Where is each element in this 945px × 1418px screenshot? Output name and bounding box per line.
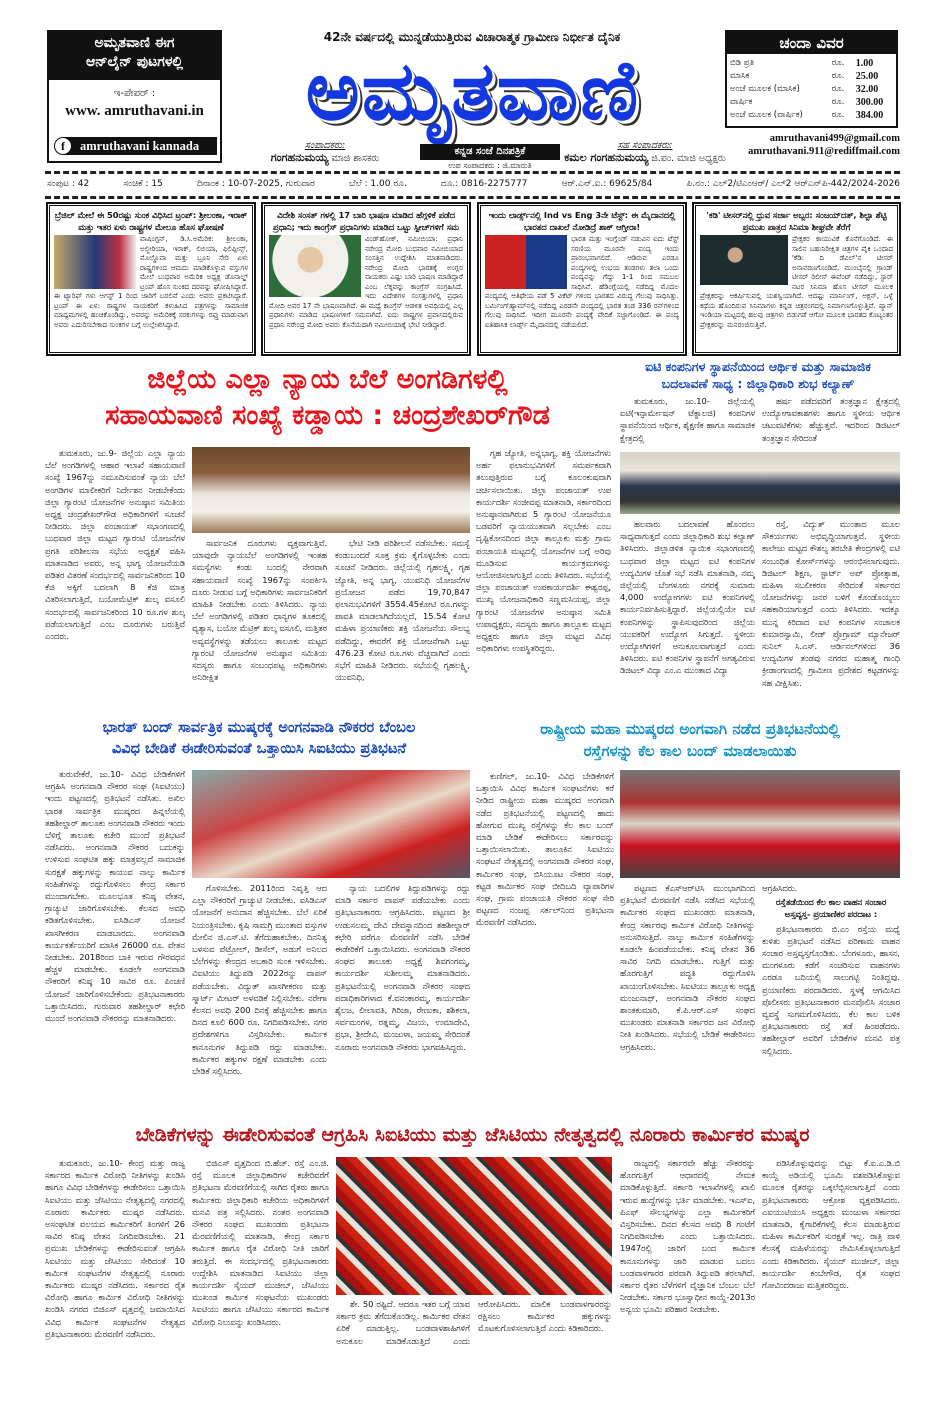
- subscription-row: [727, 83, 896, 96]
- bottom-col-4: [620, 1157, 755, 1397]
- rate-label: ಮಾಸಿಕ: [730, 71, 750, 81]
- it-col-2-top: [762, 395, 900, 450]
- volume: ಸಂಪುಟ : 42: [47, 179, 90, 189]
- editor-credit: [240, 140, 410, 165]
- facebook-icon: f: [55, 138, 71, 154]
- kunigal-subheading: ರಸ್ತೆತಡೆಯಿಂದ ಕೆಲ ಕಾಲ ವಾಹನ ಸಂಚಾರ ಅಸ್ತವ್ಯಸ್ತ- ಪ್ರಯಾಣಿಕರ ಪರದಾಟ :: [775, 897, 887, 920]
- photo-modi: [269, 235, 361, 297]
- rate-value: 384.00: [855, 110, 884, 121]
- issue-info-bar: [47, 179, 900, 189]
- divider: [45, 171, 900, 174]
- kunigal-headline: [478, 718, 902, 762]
- subscription-table: [727, 57, 896, 122]
- photo-anganwadi-protest: [192, 770, 470, 878]
- bottom-col-1: [45, 1157, 185, 1397]
- paragraph: ಬಿಜಿಎಸ್ ವೃತ್ತದಿಂದ ಬಿ.ಹೆಚ್. ರಸ್ತೆ ಎಂ.ಜಿ. ರಸ್ತೆ ಮೂಲಕ ಜಿಲ್ಲಾಧಿಕಾರಿಗಳ ಕಚೇರಿವರೆಗೆ ಪ್ರತಿಭಟನಾ ಮೆರವಣಿಗೆಯಲ್ಲಿ ಸಾಗಿದ ರೈತರು ಹಾಗೂ ಕಾರ್ಮಿಕರು ಜಿಲ್ಲಾಧಿಕಾರಿ ಕಚೇರಿಯ ಅಧಿಕಾರಿಗಳಿಗೆ ಮನವಿ ಪತ್ರ ಸಲ್ಲಿಸಿದರು. ನಂತರ ಅಂಗನವಾಡಿ ನೌಕರರ ಸಂಘದ ಮುಖಂಡರು ಪ್ರತಿಭಟನಾ ಮೆರವಣಿಗೆಯಲ್ಲಿ ಮಾತನಾಡಿ, ಕೇಂದ್ರ ಸರ್ಕಾರ ಕಾರ್ಮಿಕ ಹಾಗೂ ರೈತ ವಿರೋಧಿ ನೀತಿ ಜಾರಿಗೆ ತರುತ್ತಿದೆ. ಈ ಸಂದರ್ಭದಲ್ಲಿ ಪ್ರತಿಭಟನಾಕಾರರು ಉದ್ದೇಶಿಸಿ ಮಾತನಾಡಿದ ಸಿಐಟಿಯು ಜಿಲ್ಲಾ ಕಾರ್ಯದರ್ಶಿ ಸೈಯದ್ ಮುಜೀಬ್, ಜೆಸಿಟಿಯು ಮುಖಂಡ ಕಾರ್ಮಿಕ ಸಂಘಟನೆಯ ಮುಖಂಡರು ಸಿಐಟಿಯು ಹಾಗೂ ಜೆಸಿಟಿಯು ಸರ್ಕಾರದ ಕಾರ್ಮಿಕ ವಿರೋಧಿ ನಿಲುವನ್ನು ಖಂಡಿಸಿದರು.: [192, 1158, 329, 1327]
- paragraph: ಗೊಳಿಸಬೇಕು. 2011ರಿಂದ ನಿವೃತ್ತಿ ಆದ ಎಲ್ಲಾ ನೌಕರರಿಗೆ ಗ್ರಾಚ್ಯುಟಿ ನೀಡಬೇಕು. ಐಸಿಡಿಎಸ್ ಯೋಜನೆಗೆ ಅನುದಾನ ಹೆಚ್ಚಿಸಬೇಕು. ಬೆಲೆ ಏರಿಕೆ ನಿಯಂತ್ರಿಸಬೇಕು. ಕೃಷಿ ಸಾಮಗ್ರಿ ಮುಂತಾದ ವಸ್ತುಗಳ ಮೇಲಿನ ಜಿ.ಎಸ್.ಟಿ. ತೆಗೆದುಹಾಕಬೇಕು. ದಿನನಿತ್ಯ ಬಳಸುವ ಪೆಟ್ರೋಲ್, ಡೀಸೆಲ್, ಅಡುಗೆ ಅನಿಲದ ಬೆಲೆಗಳನ್ನು ಕೇಂದ್ರದ ಅಬಕಾರಿ ಸುಂಕ ಇಳಿಸಬೇಕು. ವಿಐಟಿಯು ತಿದ್ದುಪಡಿ 2022ರನ್ನು ವಾಪಸ್ ಪಡೆಯಬೇಕು. ವಿದ್ಯುತ್ ಖಾಸಗೀಕರಣ ಮತ್ತು ಸ್ಮಾರ್ಟ್ ಮೀಟರ್ ಅಳವಡಿಕೆ ನಿಲ್ಲಿಸಬೇಕು. ನರೇಗಾ ಕೆಲಸದ ಅವಧಿ 200 ದಿನಕ್ಕೆ ಹೆಚ್ಚಿಸಬೇಕು ಹಾಗೂ ದಿನದ ಕೂಲಿ 600 ರೂ. ನಿಗದಿಪಡಿಸಬೇಕು. ನಗರ ಪ್ರದೇಶಗಳಿಗೂ ವಿಸ್ತರಿಸಬೇಕು. ಕಾರ್ಮಿಕ ಕಾನೂನುಗಳ ತಿದ್ದುಪಡಿ ರದ್ದು ಮಾಡಬೇಕು. ಕಾರ್ಮಿಕರ ಹಕ್ಕುಗಳ ರಕ್ಷಣೆ ಮಾಡಬೇಕು ಎಂದು ಬೇಡಿಕೆ ಸಲ್ಲಿಸಿದರು.: [192, 883, 327, 1077]
- kunigal-col-3: [762, 882, 900, 1112]
- co-editor-name: ಕಮಲ ಗಂಗಹನುಮಯ್ಯ: [564, 151, 649, 164]
- photo-film: [700, 235, 788, 285]
- photo-meeting: [192, 447, 470, 533]
- facebook-handle: amruthavani kannada: [80, 139, 200, 153]
- subscription-box: [725, 30, 898, 128]
- paragraph: ತುಮಕೂರು, ಜು.10- ಕೇಂದ್ರ ಮತ್ತು ರಾಜ್ಯ ಸರ್ಕಾರದ ಕಾರ್ಮಿಕ ವಿರೋಧಿ ನೀತಿಗಳನ್ನು ಖಂಡಿಸಿ ಹಾಗೂ ವಿವಿಧ ಬೇಡಿಕೆಗಳನ್ನು ಈಡೇರಿಸಲು ಒತ್ತಾಯಿಸಿ ಸಿಐಟಿಯು ಮತ್ತು ಜೆಸಿಟಿಯು ನೇತೃತ್ವದಲ್ಲಿ ನಗರದಲ್ಲಿ ನೂರಾರು ಕಾರ್ಮಿಕರು ಮುಷ್ಕರ ನಡೆಸಿದರು. ಅಸಂಘಟಿತ ವಲಯದ ಕಾರ್ಮಿಕರಿಗೆ ತಿಂಗಳಿಗೆ 26 ಸಾವಿರ ಕನಿಷ್ಠ ವೇತನ ನಿಗದಿಪಡಿಸಬೇಕು. 21 ಪ್ರಮುಖ ಬೇಡಿಕೆಗಳನ್ನು ಈಡೇರಿಸುವಂತೆ ಆಗ್ರಹಿಸಿ ಸಿಐಟಿಯು ಮತ್ತು ಜೆಸಿಟಿಯು ಸೇರಿದಂತೆ 10 ಕಾರ್ಮಿಕ ಸಂಘಟನೆಗಳ ನೇತೃತ್ವದಲ್ಲಿ ನೂರಾರು ಕಾರ್ಮಿಕರು ಮುಷ್ಕರ ನಡೆಸಿದರು. ಸರ್ಕಾರದ ರೈತ ವಿರೋಧಿ ಹಾಗೂ ಕಾರ್ಮಿಕ ವಿರೋಧಿ ನೀತಿಗಳನ್ನು ಖಂಡಿಸಿ ನಗರದ ಬಿಜಿಎಸ್ ವೃತ್ತದಲ್ಲಿ ಜಮಾಯಿಸಿದ ವಿವಿಧ ಕಾರ್ಮಿಕ ಸಂಘಟನೆಗಳ ನೇತೃತ್ವದ ಪ್ರತಿಭಟನಾಕಾರರು ಮೆರವಣಿಗೆ ನಡೆಸಿದರು.: [45, 1158, 185, 1339]
- lead-headline-line2: ಸಹಾಯವಾಣಿ ಸಂಖ್ಯೆ ಕಡ್ಡಾಯ : ಚಂದ್ರಶೇಖರ್‌ಗೌಡ: [105, 400, 550, 431]
- rni-number: ಆರ್.ಎನ್.ಐ.: 69625/84: [561, 179, 653, 189]
- rate-currency: ರೂ.: [831, 110, 845, 120]
- paragraph: ತುಮಕೂರು, ಜು.10- ಜಿಲ್ಲೆಯಲ್ಲಿ ಐಟಿ(ಇನ್ಫಾರ್ಮೇಷನ್ ಟೆಕ್ನಾಲಜಿ) ಕಂಪನಿಗಳ ಸ್ಥಾಪನೆಯಿಂದ ಆರ್ಥಿಕ, ಶೈಕ್ಷಣಿಕ ಹಾಗೂ ಸಾಮಾಜಿಕ ಕ್ಷೇತ್ರದಲ್ಲಿ: [620, 396, 755, 443]
- epaper-label: ಇ-ಪೇಪರ್ :: [113, 88, 156, 99]
- lead-headline-line1: ಜಿಲ್ಲೆಯ ಎಲ್ಲಾ ನ್ಯಾಯ ಬೆಲೆ ಅಂಗಡಿಗಳಲ್ಲಿ: [147, 364, 508, 395]
- rate-value: 1.00: [855, 58, 874, 69]
- bottom-col-2: [192, 1157, 329, 1397]
- paragraph: ತುರುವೇಕೆರೆ, ಜು.10- ವಿವಿಧ ಬೇಡಿಕೆಗಳಿಗೆ ಆಗ್ರಹಿಸಿ ಅಂಗನವಾಡಿ ನೌಕರರ ಸಂಘ (ಸಿಐಟಿಯು) ಇಂದು ಪಟ್ಟಣದಲ್ಲಿ ಪ್ರತಿಭಟನೆ ನಡೆಸಿತು. ಅಖಿಲ ಭಾರತ ಸಾರ್ವತ್ರಿಕ ಮುಷ್ಕರದ ಹಿನ್ನಲೆಯಲ್ಲಿ ತಹಶೀಲ್ದಾರ್ ತಾಲೂಕು ಅಂಗನವಾಡಿ ನೌಕರರು ಇಂದು ಬೆಳಿಗ್ಗೆ ತಾಲೂಕು ಕಚೇರಿ ಮುಂದೆ ಪ್ರತಿಭಟನೆ ನಡೆಸಿದರು. ಅಂಗನವಾಡಿ ನೌಕರರ ಬದುಕನ್ನು ಉಳಿಸುವ ಸಂಘಟಿತ ಹಕ್ಕು ಮಾತ್ರವಲ್ಲದೆ ಸಾಮಾಜಿಕ ಸುರಕ್ಷತೆ ಹಕ್ಕುಗಳನ್ನು ಕಾಯುವ ನಾಲ್ಕು ಕಾರ್ಮಿಕ ಸಂಹಿತೆಗಳನ್ನು ರದ್ದುಗೊಳಿಸಲು ಕೇಂದ್ರ ಸರ್ಕಾರ ಮುಂದಾಗಬೇಕು. ಮೂಲಭೂತ ಕನಿಷ್ಠ ವೇತನ, ಗ್ರಾಚ್ಯುಟಿ ಜಾರಿಗೊಳಿಸಬೇಕು. ಕೆಲಸದ ಅವಧಿ ಕಡಿತಗೊಳಿಸಬೇಕು. ಐಸಿಡಿಎಸ್ ಯೋಜನೆ ಖಾಸಗೀಕರಣ ಮಾಡಬಾರದು. ಅಂಗನವಾಡಿ ಕಾರ್ಯಕರ್ತೆಯರಿಗೆ ಮಾಸಿಕ 26000 ರೂ. ವೇತನ ನೀಡಬೇಕು. 2018ರಿಂದ ಬಾಕಿ ಇರುವ ಗೌರವಧನ ಹೆಚ್ಚಳ ಮಾಡಬೇಕು. ಕೂಡಲೇ ಅಂಗನವಾಡಿ ನೌಕರರಿಗೆ ಕನಿಷ್ಠ 10 ಸಾವಿರ ರೂ. ಪಿಂಚಣಿ ಯೋಜನೆ ಜಾರಿಗೊಳಿಸಬೇಕೆಂದು ಪ್ರತಿಭಟನಾಕಾರರು ಒತ್ತಾಯಿಸಿದರು. ಗುರುವಾರ ತಹಶೀಲ್ದಾರ್ ಕಛೇರಿ ಮುಂದೆ ಅಂಗನವಾಡಿ ನೌಕರರನ್ನು ಮಾತನಾಡಿದರು.: [45, 769, 185, 1024]
- photo-cricket: [485, 235, 567, 289]
- box-headline: ಇಂದು ಲಾರ್ಡ್ಸ್‌ನಲ್ಲಿ Ind vs Eng 3ನೇ ಟೆಸ್ಟ್: ಈ ಮೈದಾನದಲ್ಲಿ ಭಾರತದ ದಾಖಲೆ ನೋಡಿದ್ರೆ ಶಾಕ್ ಆಗ್ತೀರಾ!: [488, 210, 676, 232]
- lead-col-1: [45, 447, 185, 712]
- anganwadi-headline-line1: ಭಾರತ್ ಬಂದ್ ಸಾರ್ವತ್ರಿಕ ಮುಷ್ಕರಕ್ಕೆ ಅಂಗನವಾಡಿ ನೌಕರರ ಬೆಂಬಲ: [102, 720, 416, 736]
- rate-label: ಅಂಚೆ ಮೂಲಕ (ಮಾಸಿಕ): [730, 84, 800, 94]
- news-box-modi[interactable]: [262, 203, 470, 355]
- paragraph: ರಸ್ತೆ, ವಿದ್ಯುತ್ ಮುಂತಾದ ಮೂಲ ಸೌಕರ್ಯಗಳು ಅಭಿವೃದ್ಧಿಯಾಗುತ್ತವೆ. ಸ್ಥಳೀಯ ಕಾಲೇಜು ಮಟ್ಟದ ಕೌಶಲ್ಯ ತರಬೇತಿ ಕೇಂದ್ರಗಳಲ್ಲಿ ಐಟಿ ಸಂಬಂಧಿತ ಕೋರ್ಸ್‌ಗಳನ್ನು ಆರಂಭಿಸಲಾಗುವುದು. ಡಿಜಿಟಲ್ ಶಿಕ್ಷಣ, ಸ್ಟಾರ್ಟ್ ಅಪ್ ಪ್ರೋತ್ಸಾಹ, ಮಹಿಳಾ ಸಬಲೀಕರಣ ಸೇರಿದಂತೆ ಸರ್ಕಾರದ ಯೋಜನೆಗಳನ್ನು ಜನರ ಬಳಿಗೆ ಕೊಂಡೊಯ್ಯಲು ಸಹಕಾರಿಯಾಗುತ್ತದೆ ಎಂದು ತಿಳಿಸಿದರು. ಇದಕ್ಕೂ ಮುನ್ನ ಕಿರಿದಾದ ಐಟಿ ಕಂಪನಿಗಳ ಸಂಚಾಲಕ ಕುಮಾರಸ್ವಾಮಿ, ಲೀಡ್ ಪ್ರೊಗ್ರಾಮ್ ಮ್ಯಾನೇಜರ್ ಸುನಿಲ್ ಸಿ.ಎಸ್. ಆರ್ಡಿನಲ್‌ಗಳಿಂದ 36 ಉದ್ಯಮಿಗಳ ತಂಡವು ನಗರದ ಮಹಾತ್ಮ ಗಾಂಧಿ ಕ್ರೀಡಾಂಗಣದಲ್ಲಿ ಗ್ರಾಮೀಣ ಪ್ರದೇಶದ ಕಟ್ಟಡಗಳನ್ನು ಸಹ ವೀಕ್ಷಿಸಿತು.: [762, 519, 900, 688]
- paragraph: ಶೇ. 50 ರಷ್ಟಿದೆ. ಆದರೂ ಇತರ ಬಗ್ಗೆ ಯಾವ ಸರ್ಕಾರ ಕ್ರಮ ತೆಗೆದುಕೊಂಡಿಲ್ಲ. ಕಾರ್ಮಿಕರ ವೇತನ ಏರಿಕೆ ಮಾಡುತ್ತಿಲ್ಲ. ಬಂಡವಾಳಶಾಹಿಗಳಿಗೆ ಅನುಕೂಲ ಮಾಡಿಕೊಡುತ್ತಿದೆ ಎಂದು ಆರೋಪಿಸಿದರು. ಮಾಲಿಕ ಬಂಡವಾಳಗಾರರನ್ನು ರಕ್ಷಿಸಲು ಕಾರ್ಮಿಕರ ಹಕ್ಕುಗಳನ್ನು ಮೊಟಕುಗೊಳಿಸಲಾಗುತ್ತಿದೆ ಎಂದು ಕಿಡಿಕಾರಿದರು.: [336, 1299, 612, 1346]
- subscription-row: [727, 96, 896, 109]
- newspaper-logo: ಅಮೃತವಾಣಿ: [305, 44, 641, 139]
- website-link[interactable]: www. amruthavani.in: [65, 103, 204, 119]
- tagline: 42ನೇ ವರ್ಷದಲ್ಲಿ ಮುನ್ನಡೆಯುತ್ತಿರುವ ವಿಚಾರಾತ್ಮಕ ಗ್ರಾಮೀಣ ನಿರ್ಭೀತ ದೈನಿಕ: [323, 30, 621, 44]
- postal-reg: ಪಿ.ನಂ.: ಎಲ್2/ಟಿಎಂಆರ್/ ಎಲ್2 ಆರ್‌ಎನ್‌ಪಿ-442/2024-2026: [686, 179, 900, 189]
- it-col-1-top: [620, 395, 755, 450]
- kunigal-headline-line2: ರಸ್ತೆಗಳನ್ನು ಕೆಲ ಕಾಲ ಬಂದ್ ಮಾಡಲಾಯಿತು: [583, 742, 797, 760]
- email-rediff[interactable]: amruthavani.911@rediffmail.com: [748, 146, 900, 157]
- box-body: ಪ್ರೇಕ್ಷಕರ ಕಾಯುವಿಕೆ ಕೊನೆಗೊಂಡಿದೆ. ಈ ಸಾಲಿನ ಬಹುನಿರೀಕ್ಷಿತ ಚಿತ್ರಗಳ ಪೈಕಿ ಒಂದಾದ 'ಕೆಡಿ: ದಿ ಡೆವಿಲ್'ನ ಟೀಸರ್ ಅನಾವರಣಗೊಂಡಿದೆ. ಮುಂಬೈನಲ್ಲಿ ಗ್ರಾಂಡ್ ಟೀಸರ್ ರಿಲೀಸ್ ಈವೆಂಟ್ ನಡೆದಿದ್ದು, ಸ್ಟಾರ್ ನಟರ ಸಿನಿಮಾ ಹೊಸ ಟೀಸರ್ ಮೂಲಕ ಪ್ರೇಕ್ಷಕರನ್ನು ಆಕರ್ಷಿಸುವಲ್ಲಿ ಯಶಸ್ವಿಯಾಗಿದೆ. ಆದಷ್ಟು ಮಾರ್ನಿಂಗ್, ಆಕ್ಷನ್, ಒಳ್ಳೆ ಕಥೆಯ ಹೊಂದಿರುವ ಸಿನಿಮಾಗಳು ಕನ್ನಡ ಚಿತ್ರರಂಗದಲ್ಲಿ ನಿರ್ಮಾಣಗೊಳ್ಳುತ್ತಿವೆ. ಪ್ಯಾನ್ ಇಂಡಿಯಾ ಮಟ್ಟದಲ್ಲಿ ಹಲವು ಚಿತ್ರಗಳು ಬಿಡುಗಡೆ ಆಗೋ ಮೂಲಕ ಭಾರತದ ಕೊಟ್ಯಂತರ ಪ್ರೇಕ್ಷಕರನ್ನು ಮನರಂಜಿಸುತ್ತಿವೆ.: [700, 235, 893, 329]
- editor-label: ಸಂಪಾದಕರು:: [304, 140, 346, 151]
- paragraph: ಕುಣಿಗಲ್, ಜು.10- ವಿವಿಧ ಬೇಡಿಕೆಗಳಿಗೆ ಒತ್ತಾಯಿಸಿ ವಿವಿಧ ಕಾರ್ಮಿಕ ಸಂಘಟನೆಗಳು ಕರೆ ನೀಡಿದ ರಾಷ್ಟ್ರೀಯ ಮಹಾ ಮುಷ್ಕರದ ಅಂಗವಾಗಿ ನಡೆದ ಪ್ರತಿಭಟನೆಯಲ್ಲಿ ಪಟ್ಟಣದಲ್ಲಿ ಹಾದು ಹೋಗುವ ಮುಖ್ಯ ರಸ್ತೆಗಳನ್ನು ಕೆಲ ಕಾಲ ಬಂದ್ ಮಾಡಿ ಬೇಡಿಕೆ ಈಡೇರಿಸಲು ಸರ್ಕಾರವನ್ನು ಒತ್ತಾಯಿಸಲಾಯಿತು. ತಾಲೂಕಿನ ಸಿಐಟಿಯು ಸಂಘಟನೆ ನೇತೃತ್ವದಲ್ಲಿ ಅಂಗನವಾಡಿ ನೌಕರರ ಸಂಘ, ಕಾರ್ಮಿಕರ ಸಂಘ, ಬಿಸಿಯೂಟ ನೌಕರರ ಸಂಘ, ಕಟ್ಟಡ ಕಾರ್ಮಿಕರ ಸಂಘ ಬೀದಿಬದಿ ವ್ಯಾಪಾರಿಗಳ ಸಂಘ, ಗ್ರಾಮ ಪಂಚಾಯತಿ ನೌಕರರ ಸಂಘ ಸೇರಿ ಪಟ್ಟಣದ ನಂಜಪ್ಪ ಸರ್ಕಲ್‌ನಿಂದ ಪ್ರತಿಭಟನಾ ಮೆರವಣಿಗೆ ನಡೆಸಿದರು.: [476, 771, 614, 928]
- it-headline: [614, 358, 902, 392]
- news-box-trump[interactable]: [47, 203, 255, 355]
- anganwadi-col-2: [192, 882, 327, 1112]
- contact-emails: [712, 132, 900, 158]
- kunigal-col-2: [620, 882, 755, 1112]
- it-col-1: [620, 518, 755, 712]
- divider: [45, 196, 900, 199]
- rate-value: 25.00: [855, 71, 879, 82]
- box-body: ಭಾರತ ಮತ್ತು ಇಂಗ್ಲೆಂಡ್ ನಡುವಿನ ಐದು ಟೆಸ್ಟ್ ಸರಣಿಯ ಮೂರನೇ ಪಂದ್ಯ ಇಂದು ಪ್ರಾರಂಭವಾಗಲಿದೆ. ಆಡಿರುವ ಎರಡೂ ಪಂದ್ಯಗಳಲ್ಲಿ ಉಭಯ ತಂಡಗಳು ತಲಾ ಒಂದು ಪಂದ್ಯವನ್ನು ಗೆದ್ದು 1-1 ರಿಂದ ಸಮಬಲ ಸಾಧಿಸಿವೆ. ಹೆಡಿಂಗ್ಲೆಯಲ್ಲಿ ನಡೆದಿದ್ದ ಮೊದಲ ಪಂದ್ಯದಲ್ಲಿ ಆತಿಥೇಯ ಪಡೆ 5 ವಿಕೆಟ್ ಗಳಿಂದ ಭಾರತದ ವಿರುದ್ಧ ಗೆಲುವು ಸಾಧಿಸಿತ್ತು. ಬರ್ಮಿಂಗ್‌ಹ್ಯಾಮ್‌ನಲ್ಲಿ ನಡೆದಿದ್ದ ಎರಡನೇ ಪಂದ್ಯದಲ್ಲಿ ಭಾರತ ತಂಡ 336 ರನ್‌ಗಳಿಂದ ಗೆಲುವು ಸಾಧಿಸಿದೆ. ಇದೀಗ ಮೂರನೇ ಪಂದ್ಯಕ್ಕೆ ವೇದಿಕೆ ಸಜ್ಜಾಗೊಂಡಿದೆ. ಈ ಪಂದ್ಯ ಐತಿಹಾಸಿಕ ಲಾರ್ಡ್ಸ್ ಮೈದಾನದಲ್ಲಿ ನಡೆಯಲಿದೆ.: [485, 235, 679, 329]
- paragraph: ಗೃಹ ಜ್ಯೋತಿ, ಅನ್ನಭಾಗ್ಯ, ಶಕ್ತಿ ಯೋಜನೆಗಳು ಅರ್ಹ ಫಲಾನುಭವಿಗಳಿಗೆ ಸಮರ್ಪಕವಾಗಿ ತಲುಪುತ್ತಿರುವ ಬಗ್ಗೆ ಕೂಲಂಕುಷವಾಗಿ ಚರ್ಚಿಸಲಾಯಿತು. ಜಿಲ್ಲಾ ಪಂಚಾಯತ್ ಉಪ ಕಾರ್ಯದರ್ಶಿ ಸಂಜೀವಪ್ಪ ಮಾತನಾಡಿ, ಸರ್ಕಾರದಿಂದ ಅನುಷ್ಠಾನವಾಗಿರುವ 5 ಗ್ಯಾರಂಟಿ ಯೋಜನೆಯೂ ಬಡವರಿಗೆ ನ್ಯಾಯಯುತವಾಗಿ ಸಲ್ಲಬೇಕು ಎಂಬ ದೃಷ್ಟಿಕೋನದಿಂದ ಜಿಲ್ಲಾ ತಾಲ್ಲೂಕು ಮತ್ತು ಗ್ರಾಮ ಪಂಚಾಯತಿ ಮಟ್ಟದಲ್ಲಿ ಯೋಜನೆಗಳ ಬಗ್ಗೆ ಅರಿವು ಮೂಡಿಸುವ ಕಾರ್ಯಕ್ರಮಗಳನ್ನು ಆಯೋಜಿಸಲಾಗುತ್ತಿದೆ ಎಂದು ತಿಳಿಸಿದರು. ಸಭೆಯಲ್ಲಿ ಜಿಲ್ಲಾ ಪಂಚಾಯತ್ ಉಪಕಾರ್ಯದರ್ಶಿ ಈಶ್ವರಪ್ಪ, ಮುಖ್ಯ ಯೋಜನಾಧಿಕಾರಿ ಸಣ್ಣಮಸಿಯಪ್ಪ, ಜಿಲ್ಲಾ ಗ್ಯಾರಂಟಿ ಯೋಜನೆಗಳ ಅನುಷ್ಠಾನ ಸಮಿತಿ ಉಪಾಧ್ಯಕ್ಷರು, ಸದಸ್ಯರು ಹಾಗೂ ತಾಲ್ಲೂಕು ಮಟ್ಟದ ಅಧ್ಯಕ್ಷರು ಹಾಗೂ ಜಿಲ್ಲಾ ಮಟ್ಟದ ವಿವಿಧ ಅಧಿಕಾರಿಗಳು ಉಪಸ್ಥಿತರಿದ್ದರು.: [476, 448, 611, 654]
- email-gmail[interactable]: amruthavani499@gmail.com: [769, 133, 900, 144]
- co-editor-credit: [560, 140, 730, 165]
- issue-date: ದಿನಾಂಕ : 10-07-2025, ಗುರುವಾರ: [196, 179, 315, 189]
- box-body: ವಾಷಿಂಗ್ಟನ್, ಡಿ.ಸಿ.ಅಮೆರಿಕ: ಶ್ರೀಲಂಕಾ, ಅಲ್ಜೀರಿಯಾ, ಇರಾಕ್, ಲಿಬಿಯಾ, ಫಿಲಿಪ್ಪೀನ್ಸ್, ಮೊಲ್ಡೊವಾ ಮತ್ತು ಬ್ರೂನಿ ಸೇರಿ ಏಳು ರಾಷ್ಟ್ರಗಳಿಂದ ಆಮದು ಮಾಡಿಕೊಳ್ಳುವ ವಸ್ತುಗಳ ಮೇಲೆ ಬುಧವಾರ ಅಮೆರಿಕ ಅಧ್ಯಕ್ಷ ಡೊನಾಲ್ಡ್ ಟ್ರಂಪ್ ಹೊಸ ಸುಂಕದ ದರವನ್ನು ಘೋಷಿಸಿದ್ದಾರೆ. ಈ ಟ್ಯಾರಿಫ್ ಗಳು ಆಗಸ್ಟ್ 1 ರಿಂದ ಜಾರಿಗೆ ಬರಲಿವೆ ಎಂದು ಅವರು ಪ್ರಕಟಿಸಿದ್ದಾರೆ. ಟ್ರಂಪ್ ಈ ಏಳು ರಾಷ್ಟ್ರಗಳ ನಾಯಕರಿಗೆ ಕಳುಹಿಸಿದ ಪತ್ರಗಳನ್ನು ಸಾಮಾಜಿಕ ಮಾಧ್ಯಮಗಳಲ್ಲಿ ಹಂಚಿಕೊಂಡಿದ್ದು, ಅವರನ್ನು ಅಮೆರಿಕಕ್ಕೆ ಸರಕುಗಳನ್ನು ರಫ್ತು ಮಾಡುವಾಗ ಅವರು ಎದುರಿಸಬೇಕಾದ ಸುಂಕಗಳ ಬಗ್ಗೆ ಉಲ್ಲೇಖಿಸಿದ್ದಾರೆ.: [54, 235, 248, 329]
- facebook-link[interactable]: [54, 137, 217, 155]
- rate-currency: ರೂ.: [831, 71, 845, 81]
- rate-label: ವಾರ್ಷಿಕ: [730, 97, 753, 107]
- rate-label: ಬಿಡಿ ಪ್ರತಿ: [730, 58, 755, 68]
- rate-value: 300.00: [855, 97, 884, 108]
- subscription-title: ಚಂದಾ ವಿವರ: [727, 32, 896, 54]
- photo-workers-strike: [336, 1157, 612, 1295]
- rate-currency: ರೂ.: [831, 58, 845, 68]
- it-col-2: [762, 518, 900, 712]
- paragraph: ಪ್ರತಿಭಟನಾಕಾರರು ಬಿ.ಎಂ ರಸ್ತೆಯ ಮಧ್ಯೆ ಕುಳಿತು ಪ್ರತಿಭಟನೆ ನಡೆಸಿದ ಪರಿಣಾಮ ವಾಹನ ಸಂಚಾರ ಅಸ್ತವ್ಯಸ್ತಗೊಂಡಿತು. ಬೆಂಗಳೂರು, ಹಾಸನ, ಮಂಗಳೂರು ಕಡೆಗೆ ಸಂಚರಿಸುವ ವಾಹನಗಳು ಎರಡೂ ಬದಿಯಲ್ಲಿ ಸಾಲುಗಟ್ಟಿ ನಿಂತಿದ್ದವು. ಪ್ರಯಾಣಿಕರು ಪರದಾಡಿದರು. ಸ್ಥಳಕ್ಕೆ ಆಗಮಿಸಿದ ಪೊಲೀಸರು ಪ್ರತಿಭಟನಾಕಾರರ ಮನವೊಲಿಸಿ ಸಂಚಾರ ವ್ಯವಸ್ಥೆ ಸುಗಮಗೊಳಿಸಿದರು. ಕೆಲ ಕಾಲ ಬಳಿಕ ಪ್ರತಿಭಟನಾಕಾರರು ರಸ್ತೆ ತಡೆ ಹಿಂಪಡೆದರು. ತಹಶೀಲ್ದಾರ್ ಅವರಿಗೆ ಬೇಡಿಕೆಗಳ ಮನವಿ ಪತ್ರ ಸಲ್ಲಿಸಿದರು.: [762, 923, 900, 1056]
- paragraph: ಭೇಟಿ ನೀಡಿ ಪರಿಶೀಲನೆ ನಡೆಸಬೇಕು. ಸಮಸ್ಯೆ ಕಂಡುಬಂದರೆ ಸೂಕ್ತ ಕ್ರಮ ಕೈಗೊಳ್ಳಬೇಕು ಎಂದು ಸೂಚನೆ ನೀಡಿದರು. ಜಿಲ್ಲೆಯಲ್ಲಿ ಗೃಹಲಕ್ಷ್ಮಿ, ಗೃಹ ಜ್ಯೋತಿ, ಅನ್ನ ಭಾಗ್ಯ, ಯುವನಿಧಿ ಯೋಜನೆಗಳ ಪ್ರಯೋಜನ ಪಡೆದ 19,70,847 ಫಲಾನುಭವಿಗಳಿಗೆ 3554.45ಕೋಟಿ ರೂ.ಗಳನ್ನು ಪಾವತಿ ಮಾಡಲಾಗಿದೆಯಲ್ಲದೆ, 15.54 ಕೋಟಿ ಮಹಿಳಾ ಪ್ರಯಾಣಿಕರು ಶಕ್ತಿ ಯೋಜನೆಯ ಸೌಲಭ್ಯ ಪಡೆದಿದ್ದು, ಈವರೆಗೆ ಶಕ್ತಿ ಯೋಜನೆಗಾಗಿ ಒಟ್ಟು 476.23 ಕೋಟಿ ರೂ.ಗಳು ವೆಚ್ಚವಾಗಿದೆ ಎಂದು ಸಭೆಗೆ ಮಾಹಿತಿ ನೀಡಿದರು. ಸಭೆಯಲ್ಲಿ ಗೃಹಲಕ್ಷ್ಮಿ, ಯುವನಿಧಿ,: [335, 538, 470, 683]
- photo-trump: [54, 235, 136, 289]
- rate-currency: ರೂ.: [831, 84, 845, 94]
- paper-type-badge: ಕನ್ನಡ ಸಂಜೆ ದಿನಪತ್ರಿಕೆ: [420, 144, 560, 160]
- anganwadi-col-3: [335, 882, 470, 1112]
- co-editor-note: ಜಿ.ಪಂ. ಮಾಜಿ ಅಧ್ಯಕ್ಷರು: [651, 153, 726, 164]
- issue-number: ಸಂಚಿಕೆ : 15: [123, 179, 163, 189]
- news-box-cricket[interactable]: [478, 203, 686, 355]
- online-edition-box: [47, 30, 222, 163]
- bottom-col-5: [762, 1157, 900, 1397]
- price: ಬೆಲೆ : 1.00 ರೂ.: [348, 179, 407, 189]
- paragraph: ಆಗ್ರಹಿಸಿದರು.: [762, 883, 798, 893]
- kunigal-headline-line1: ರಾಷ್ಟ್ರೀಯ ಮಹಾ ಮುಷ್ಕರದ ಅಂಗವಾಗಿ ನಡೆದ ಪ್ರತಿಭಟನೆಯಲ್ಲಿ: [540, 720, 840, 738]
- paragraph: ಹರ್ಷ ಪಡೆದವರಿಗೆ ತಂತ್ರಜ್ಞಾನ ಕ್ಷೇತ್ರದಲ್ಲಿ ಉದ್ಯೋಗಾವಕಾಶಗಳು ಹಾಗೂ ಸ್ಥಳೀಯ ಆರ್ಥಿಕ ಚಟುವಟಿಕೆಗಳು ಹೆಚ್ಚುತ್ತವೆ. ಇದರಿಂದ ಡಿಜಿಟಲ್ ತಂತ್ರಜ್ಞಾನ ಸೇರಿದಂತೆ: [762, 396, 900, 443]
- it-headline-line2: ಬದಲಾವಣೆ ಸಾಧ್ಯ : ಜಿಲ್ಲಾಧಿಕಾರಿ ಶುಭ ಕಲ್ಯಾಣ್: [661, 376, 855, 391]
- bottom-col-3: [336, 1298, 612, 1398]
- online-box-title: [49, 32, 220, 80]
- paragraph: ತುಮಕೂರು, ಜು.9- ಜಿಲ್ಲೆಯ ಎಲ್ಲಾ ನ್ಯಾಯ ಬೆಲೆ ಅಂಗಡಿಗಳಲ್ಲಿ ಆಹಾರ ಇಲಾಖೆ ಸಹಾಯವಾಣಿ ಸಂಖ್ಯೆ 1967ನ್ನು ನಮೂದಿಸುವಂತೆ ನ್ಯಾಯ ಬೆಲೆ ಅಂಗಡಿಗಳ ಮಾಲೀಕರಿಗೆ ನಿರ್ದೇಶನ ನೀಡಬೇಕೆಂದು ಜಿಲ್ಲಾ ಗ್ಯಾರಂಟಿ ಯೋಜನೆಗಳ ಅನುಷ್ಠಾನ ಸಮಿತಿಯ ಅಧ್ಯಕ್ಷ ಚಂದ್ರಶೇಖರ್‌ಗೌಡ ಅಧಿಕಾರಿಗಳಿಗೆ ಸೂಚನೆ ನೀಡಿದರು. ಜಿಲ್ಲಾ ಪಂಚಾಯತ್ ಸಭಾಂಗಣದಲ್ಲಿ ಬುಧವಾರ ಜಿಲ್ಲಾ ಮಟ್ಟದ ಗ್ಯಾರಂಟಿ ಯೋಜನೆಗಳ ಪ್ರಗತಿ ಪರಿಶೀಲನಾ ಸಭೆಯ ಅಧ್ಯಕ್ಷತೆ ವಹಿಸಿ ಮಾತನಾಡಿದ ಅವರು, ಅನ್ನ ಭಾಗ್ಯ ಯೋಜನೆಯಡಿ ಪಡಿತರ ವಿತರಣೆ ಸಂದರ್ಭದಲ್ಲಿ ಸಾರ್ವಜನಿಕರಿಂದ 10 ಕೆಜಿ ಅಕ್ಕಿಗೆ ಬದಲಾಗಿ 8 ಕೆಜಿ ಮಾತ್ರ ವಿತರಿಸಲಾಗುತ್ತಿದೆ, ಬಯೋಮೆಟ್ರಿಕ್ ಶುಲ್ಕ ವಸೂಲಿ ಸಂದರ್ಭದಲ್ಲಿ ಸಾರ್ವಜನಿಕರಿಂದ 10 ರೂ.ಗಳ ಶುಲ್ಕ ಪಡೆಯಲಾಗುತ್ತಿದೆ ಎಂಬ ದೂರುಗಳು ಬರುತ್ತಿವೆ ಎಂದರು.: [45, 448, 185, 642]
- paragraph: ಪಡಿಸಿಕೊಳ್ಳುವುದನ್ನು ಬಿಟ್ಟು ಕೆ.ಐ.ಎ.ಡಿ.ಬಿ ಕಾಯ್ದೆ ಅಡಿಯಲ್ಲಿ ಭೂಮಿ ವಶಪಡಿಸಿಕೊಳ್ಳುವ ಮೂಲಕ ರೈತರನ್ನು ಒಕ್ಕಲೆಬ್ಬಿಸಲಾಗುತ್ತಿದೆ ಎಂದು ಪ್ರತಿಭಟನಾಕಾರರು ಆಕ್ರೋಶ ವ್ಯಕ್ತಪಡಿಸಿದರು. ಎಐಯುಟಿಯುಸಿ ಅಧ್ಯಕ್ಷರು ಮಂಜುಳಾ ಸರ್ಕಾರದ ಮಾತನಾಡಿ, ಕೈಗಾರಿಕೆಗಳಲ್ಲಿ ಕೆಲಸ ಮಾಡುತ್ತಿರುವ ಮಹಿಳಾ ಕಾರ್ಮಿಕರಿಗೆ ಸುರಕ್ಷತೆ ಇಲ್ಲ. ರಾತ್ರಿ ಪಾಳಿ ಕೆಲಸಕ್ಕೆ ಮಹಿಳೆಯರನ್ನು ನೇಮಿಸಿಕೊಳ್ಳಲಾಗುತ್ತಿದೆ ಎಂದು ಕಿಡಿಕಾರಿದರು. ಸೈಯದ್ ಮುಜೀಬ್, ಜಿಲ್ಲಾ ಕಾರ್ಯದರ್ಶಿ ಕಂಬೇಗೌಡ, ರೈತ ಸಂಘದ ಗೋವಿಂದರಾಜು ಮತ್ತಿತರರಿದ್ದರು.: [762, 1158, 900, 1291]
- subscription-row: [727, 70, 896, 83]
- subscription-row: [727, 109, 896, 122]
- phone: ದೂ.: 0816-2275777: [440, 179, 528, 189]
- photo-kunigal-rally: [620, 770, 900, 878]
- anganwadi-col-1: [45, 768, 185, 1113]
- paragraph: ಹಲವಾರು ಬದಲಾವಣೆ ಹೊಂದಲು ಸಾಧ್ಯವಾಗುತ್ತದೆ ಎಂದು ಜಿಲ್ಲಾಧಿಕಾರಿ ಶುಭ ಕಲ್ಯಾಣ್ ತಿಳಿಸಿದರು. ಜಿಲ್ಲಾಡಳಿತ ನ್ಯಾಯಿಕ ಸಭಾಂಗಣದಲ್ಲಿ ಬುಧವಾರ ಜಿಲ್ಲಾ ಮಟ್ಟದ ಐಟಿ ಕಂಪನಿಗಳ ಉದ್ಯಮಿಗಳ ಜೊತೆ ಸಭೆ ನಡೆಸಿ ಮಾತನಾಡಿ, ನಮ್ಮ ಜಿಲ್ಲೆಯಲ್ಲಿ ಬೆಂಗಳೂರು ನಗರಕ್ಕೆ ಸುಮಾರು 4,000 ಉದ್ಯೋಗಗಳು ಐಟಿ ಕಂಪನಿಗಳಲ್ಲಿ ಕಾರ್ಯನಿರ್ವಹಿಸುತ್ತಿದ್ದಾರೆ. ಜಿಲ್ಲೆಯಲ್ಲಿಯೇ ಐಟಿ ಕಂಪನಿಗಳನ್ನು ಸ್ಥಾಪಿಸುವುದರಿಂದ ಜಿಲ್ಲೆಯ ಯುವಕರಿಗೆ ಉದ್ಯೋಗ ಸಿಗುತ್ತದೆ. ಸ್ಥಳೀಯ ಉದ್ಯೋಗಿಗಳಿಗೆ ಅನುಕೂಲವಾಗುತ್ತದೆ ಎಂದು ತಿಳಿಸಿದರು. ಐಟಿ ಕಂಪನಿಗಳ ಸ್ಥಾಪನೆಗೆ ಅಗತ್ಯವಿರುವ ಡಿಜಿಟಲ್ ವಿದ್ಯಾ ಎಂ.ಎ ಮುಂತಾದ ವಿದ್ಯಾ: [620, 519, 755, 676]
- rate-currency: ರೂ.: [831, 97, 845, 107]
- bottom-headline: ಬೇಡಿಕೆಗಳನ್ನು ಈಡೇರಿಸುವಂತೆ ಆಗ್ರಹಿಸಿ ಸಿಐಟಿಯು ಮತ್ತು ಜೆಸಿಟಿಯು ನೇತೃತ್ವದಲ್ಲಿ ನೂರಾರು ಕಾರ್ಮಿಕರ ಮುಷ್ಕರ: [135, 1124, 810, 1146]
- editor-note: ಮಾಜಿ ಶಾಸಕರು: [331, 153, 380, 164]
- editor-name: ಗಂಗಹನುಮಯ್ಯ: [270, 151, 329, 164]
- news-box-film[interactable]: [693, 203, 900, 355]
- online-title-line2: ಆನ್‌ಲೈನ್ ಪುಟಗಳಲ್ಲಿ: [85, 54, 184, 70]
- paragraph: ಪಟ್ಟಣದ ಕೆಎಸ್ಆರ್‌ಟಿಸಿ ಮುಂಭಾಗದಿಂದ ಪ್ರತಿಭಟನೆ ಮೆರವಣಿಗೆ ನಡೆಸಿ ನಡೆಸಿದ ಸಭೆಯಲ್ಲಿ ಕಾರ್ಮಿಕರ ಸಂಘದ ಮುಖಂಡರು ಮಾತನಾಡಿ, ಕೇಂದ್ರ ಸರ್ಕಾರವು ಕಾರ್ಮಿಕ ವಿರೋಧಿ ನೀತಿಗಳನ್ನು ಅನುಸರಿಸುತ್ತಿದೆ. ನಾಲ್ಕು ಕಾರ್ಮಿಕ ಸಂಹಿತೆಗಳನ್ನು ಕೂಡಲೇ ಹಿಂಪಡೆಯಬೇಕು. ಕನಿಷ್ಠ ವೇತನ 36 ಸಾವಿರ ನಿಗದಿ ಮಾಡಬೇಕು. ಗುತ್ತಿಗೆ ಮತ್ತು ಹೊರಗುತ್ತಿಗೆ ಪದ್ಧತಿ ರದ್ದುಗೊಳಿಸಿ ಖಾಯಂಗೊಳಿಸಬೇಕು. ಸಿಐಟಿಯು ತಾಲ್ಲೂಕು ಅಧ್ಯಕ್ಷ ಮಂಜುನಾಥ್, ಅಂಗನವಾಡಿ ನೌಕರರ ಸಂಘದ ಶಾಂತಕುಮಾರಿ, ಕೆ.ಪಿ.ಆರ್.ಎಸ್ ಸಂಘದ ಮುಖಂಡರು ಮಾತನಾಡಿ ಸರ್ಕಾರದ ಜನ ವಿರೋಧಿ ನೀತಿ ಖಂಡಿಸಿದರು. ಸಭೆಯಲ್ಲಿ ಬೇಡಿಕೆ ಈಡೇರಿಸಲು ಆಗ್ರಹಿಸಿದರು.: [620, 883, 755, 1052]
- photo-it-meeting: [620, 452, 900, 514]
- box-headline: ಬ್ರೆಜಿಲ್ ಮೇಲೆ ಈ 50ರಷ್ಟು ಸುಂಕ ವಿಧಿಸಿದ ಟ್ರಂಪ್: ಶ್ರೀಲಂಕಾ, ಇರಾಕ್ ಮತ್ತು ಇತರ ಏಳು ರಾಷ್ಟ್ರಗಳ ಮೇಲೂ ಹೊಸ ಘೋಷಣೆ: [54, 210, 248, 232]
- online-title-line1: ಅಮೃತವಾಣಿ ಈಗ: [94, 35, 175, 51]
- subscription-row: [727, 57, 896, 70]
- lead-col-4: [476, 447, 611, 712]
- paragraph: ಸಾರ್ವಜನಿಕ ದೂರುಗಳು ವ್ಯಕ್ತವಾಗುತ್ತಿವೆ. ಯಾವುದೇ ನ್ಯಾಯಬೆಲೆ ಅಂಗಡಿಗಳಲ್ಲಿ ಇಂತಹ ಸಮಸ್ಯೆಗಳು ಕಂಡು ಬಂದಲ್ಲಿ ನೇರವಾಗಿ ಸಹಾಯವಾಣಿ ಸಂಖ್ಯೆ 1967ನ್ನು ಸಂಪರ್ಕಿಸಿ ದೂರು ನೀಡುವ ಬಗ್ಗೆ ಅಧಿಕಾರಿಗಳು ಸಾರ್ವಜನಿಕರಿಗೆ ಮಾಹಿತಿ ನೀಡಬೇಕು ಎಂದು ತಿಳಿಸಿದರು. ನ್ಯಾಯ ಬೆಲೆ ಅಂಗಡಿಗಳಲ್ಲಿ ಪಡಿತರ ಧಾನ್ಯಗಳ ತೂಕದಲ್ಲಿ ವ್ಯತ್ಯಾಸ, ಬಯೋ ಮೆಟ್ರಿಕ್ ಶುಲ್ಕ ವಸೂಲಿ, ಮತ್ತಿತರ ಅವ್ಯವಸ್ಥೆಗಳನ್ನು ತಡೆಯಲು ತಾಲೂಕು ಮಟ್ಟದ ಗ್ಯಾರಂಟಿ ಯೋಜನೆಗಳ ಅನುಷ್ಠಾನ ಸಮಿತಿಯ ಸದಸ್ಯರು ಹಾಗೂ ಸಂಬಂಧಪಟ್ಟ ಅಧಿಕಾರಿಗಳು ಅನಿರೀಕ್ಷಿತ: [192, 538, 327, 683]
- it-headline-line1: ಐಟಿ ಕಂಪನಿಗಳ ಸ್ಥಾಪನೆಯಿಂದ ಆರ್ಥಿಕ ಮತ್ತು ಸಾಮಾಜಿಕ: [645, 359, 871, 374]
- sub-editor: ಉಪ ಸಂಪಾದಕರು : ಜಿ.ಮಾರುತಿ: [448, 161, 532, 170]
- box-body: ವಿಂಡ್‌ಹೋಕ್, ನಮೀಬಿಯಾ: ಪ್ರಧಾನಿ ನರೇಂದ್ರ ಮೋದಿ ಬುಧವಾರ ನಮೀಬಿಯಾದ ಸಂಸತ್ತಿನ ಉದ್ದೇಶಿಸಿ ಮಾತನಾಡಿದರು. ನರೇಂದ್ರ ಮೋದಿ ಭಾರತಕ್ಕೆ ಅಂಗ್ಲರ ನಾಯಕರು ಎಷ್ಟು ಬಾರಿ ಭಾಷಣ ಮಾಡಿದ್ದಾರೆ ಎಂಬ ಲೆಕ್ಕವನ್ನು ಕಾಂಗ್ರೆಸ್ ಸಂಗ್ರಹಿಸಿದೆ. ಇದು ವಿದೇಶಗಳ ಸಂಸತ್ತುಗಳಲ್ಲಿ ಪ್ರಧಾನಿ ಮೋದಿ ಅವರ 17 ನೇ ಭಾಷಣವಾಗಿದೆ. ಈ ಮಧ್ಯೆ ಕಾಂಗ್ರೆಸ್ ಆಡಳಿತ ಅವಧಿಯಲ್ಲಿ ಎಲ್ಲ ಪ್ರಧಾನಿಗಳು ಮಾಡಿದ ಭಾಷಣಗಳಿಗೆ ಸಮನಾಗಿದೆ. ಐದು ರಾಷ್ಟ್ರಗಳ ಪ್ರವಾಸದಲ್ಲಿರುವ ಪ್ರಧಾನಿ ನರೇಂದ್ರ ಮೋದಿ ಅವರು ಕೊನೆಯದಾಗಿ ನಮೀಬಿಯಾಕ್ಕೆ ಭೇಟಿ ನೀಡಿದ್ದಾರೆ.: [269, 235, 463, 329]
- lead-col-3: [335, 537, 470, 712]
- lead-col-2: [192, 537, 327, 712]
- lead-headline: [45, 362, 610, 434]
- box-headline: ವಿದೇಶಿ ಸಂಸತ್ ಗಳಲ್ಲಿ 17 ಬಾರಿ ಭಾಷಣ ಮಾಡಿದ ಹೆಗ್ಗಳಿಕೆ ಪಡೆದ ಪ್ರಧಾನಿ; ಇದು ಕಾಂಗ್ರೆಸ್ ಪ್ರಧಾನಿಗಳು ಮಾಡಿದ ಒಟ್ಟು ಸ್ಪೀಚ್‌ಗಳಿಗೆ ಸಮ: [273, 210, 459, 232]
- rate-label: ಅಂಚೆ ಮೂಲಕ (ವಾರ್ಷಿಕ): [730, 110, 803, 120]
- paragraph: ರಾಜ್ಯದಲ್ಲಿ ಸರ್ಕಾರವೇ ಹೆಚ್ಚು ನೌಕರರನ್ನು ಹೊರಗುತ್ತಿಗೆ ಆಧಾರದಲ್ಲಿ ನೇಮಕ ಮಾಡಿಕೊಳ್ಳುತ್ತಿದೆ. ಸರ್ಕಾರಿ ಇಲಾಖೆಗಳಲ್ಲಿ ಖಾಲಿ ಇರುವ ಹುದ್ದೆಗಳನ್ನು ಭರ್ತಿ ಮಾಡಬೇಕು. ಇಎಸ್‌ಐ, ಪಿಎಫ್ ಸೌಲಭ್ಯಗಳನ್ನು ಎಲ್ಲಾ ಕಾರ್ಮಿಕರಿಗೆ ವಿಸ್ತರಿಸಬೇಕು. ದಿನದ ಕೆಲಸದ ಅವಧಿ 8 ಗಂಟೆಗೆ ನಿಗದಿಪಡಿಸಬೇಕು ಎಂದು ಒತ್ತಾಯಿಸಿದರು. 1947ರಲ್ಲಿ ಜಾರಿಗೆ ಬಂದ ಕಾರ್ಮಿಕ ಕಾನೂನುಗಳನ್ನು ಜಾರಿ ಮಾಡುವ ಬದಲು ಬಂಡವಾಳಗಾರರ ಪರವಾಗಿ ತಿದ್ದುಪಡಿ ತರಲಾಗಿದೆ. ಸರ್ಕಾರ ರೈತರ ಬೆಳೆಗಳಿಗೆ ವೈಜ್ಞಾನಿಕ ಬೆಂಬಲ ಬೆಲೆ ನೀಡಬೇಕು. ಸರ್ಕಾರ ಭೂಸ್ವಾಧೀನ ಕಾಯ್ದೆ-2013ರ ಅನ್ವಯ ಭೂಮಿ ಪರಿಹಾರ ನೀಡಬೇಕು.: [620, 1158, 755, 1315]
- rate-value: 32.00: [855, 84, 879, 95]
- paragraph: ನ್ಯಾಯ ಬದಲಿಗಳ ತಿದ್ದುಪಡಿಗಳನ್ನು ರದ್ದು ಮಾಡಿ ಸರ್ಕಾರ ವಾಪಸ್ ಪಡೆಯಬೇಕು ಎಂದು ಪ್ರತಿಭಟನಾಕಾರರು ಆಗ್ರಹಿಸಿದರು. ಪಟ್ಟಣದ ಶ್ರೀ ಉಡುಸಲಮ್ಮ ದೇವಿ ದೇವಸ್ಥಾನದಿಂದ ತಹಶೀಲ್ದಾರ್ ಕಛೇರಿ ವರೆಗೂ ಮೆರವಣಿಗೆ ನಡೆಸಿ ಬೇಡಿಕೆ ಈಡೇರಿಕೆಗೆ ಒತ್ತಾಯಿಸಿದರು. ಅಂಗನವಾಡಿ ನೌಕರರ ಸಂಘದ ತಾಲೂಕು ಅಧ್ಯಕ್ಷೆ ಶಿವಗಂಗಮ್ಮ, ಕಾರ್ಯದರ್ಶಿ ಸುಶೀಲಮ್ಮ ಮಾತನಾಡಿದರು. ಪ್ರತಿಭಟನೆಯಲ್ಲಿ ಅಂಗನವಾಡಿ ನೌಕರರ ಸಂಘದ ಪದಾಧಿಕಾರಿಗಳಾದ ಕೆ.ವನಂಕಾರಮ್ಮ, ಕಾರ್ಯದರ್ಶಿ ಶೈಲಜ, ಲೀಲಾವತಿ, ಗಿರಿಜಾ, ರೇಣುಕಾ, ಶಶಿಕಲಾ, ಸರ್ವಮಂಗಳ, ರತ್ನಮ್ಮ, ವಿಜಯ, ಉಮಾದೇವಿ, ಪ್ರಭಾ, ಶ್ರೀದೇವಿ, ಮಂಜುಳಾ, ಜಯಮ್ಮ ಸೇರಿದಂತೆ ನೂರಾರು ಅಂಗನವಾಡಿ ನೌಕರರು ಭಾಗವಹಿಸಿದ್ದರು.: [335, 883, 470, 1052]
- kunigal-col-1: [476, 770, 614, 1113]
- box-headline: 'ಕಡಿ' ಟೀಸರ್‌ನಲ್ಲಿ ಧ್ರುವ ಸರ್ಜಾ ಅಬ್ಬರ: ಸಂಜಯ್‌ದತ್, ಶಿಲ್ಪಾ ಶೆಟ್ಟಿ ಪ್ರಮುಖ ಪಾತ್ರದ ಸಿನಿಮಾ ಶೀಘ್ರವೇ ತೆರೆಗೆ: [706, 210, 887, 232]
- anganwadi-headline: [45, 718, 473, 760]
- co-editor-label: ಸಹ ಸಂಪಾದಕರು:: [617, 140, 673, 151]
- anganwadi-headline-line2: ವಿವಿಧ ಬೇಡಿಕೆ ಈಡೇರಿಸುವಂತೆ ಒತ್ತಾಯಿಸಿ ಸಿಐಟಿಯು ಪ್ರತಿಭಟನೆ: [111, 741, 407, 757]
